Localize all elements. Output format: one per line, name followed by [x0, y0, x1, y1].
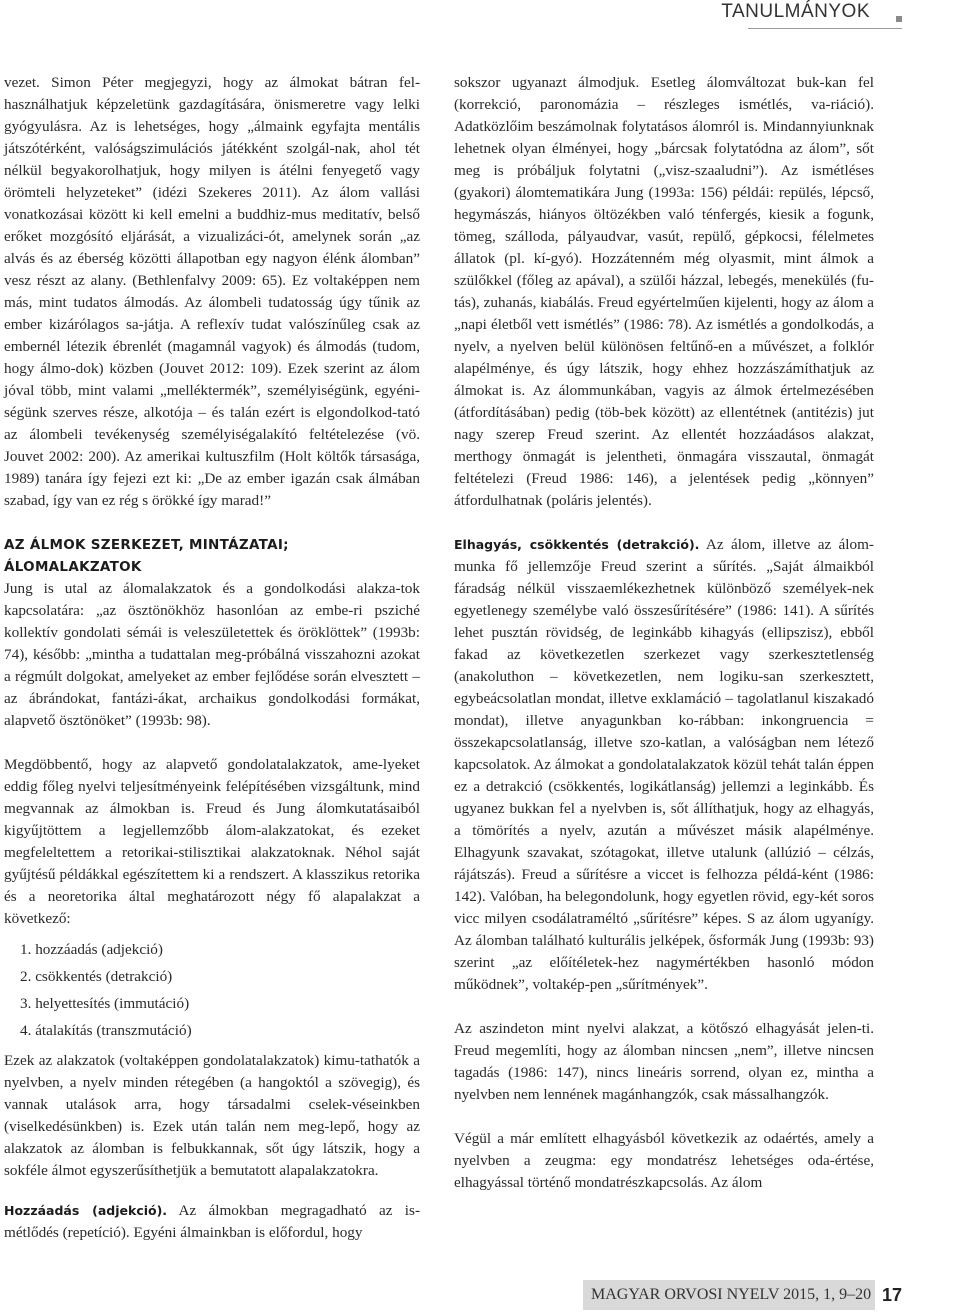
run-in-heading: Elhagyás, csökkentés (detrakció).: [454, 537, 700, 552]
journal-citation: MAGYAR ORVOSI NYELV 2015, 1, 9–20: [583, 1280, 875, 1310]
paragraph-text: Az álom, illetve az álom-munka fő jellemzője Freud szerint a sűrítés. „Saját álmaikból fáradság nélkül visszaemlékezhetnek különböző személyek-nek egyetlenegy személybe való összesűrítésére” (1986: 141). A sűrítés lehet pusztán rövidség, de leginkább kihagyás (ellipszisz), ebből fakad az következetlen szerkezet vagy szerkesztetlenség (anakoluthon – következetlen, nem logiku-san szerkesztett, egybeácsolatlan mondat, illetve exklamáció – tagolatlanul kiszakadó mondat), illetve anyagunkban ko-rábban: inkongruencia = összekapcsolatlanság, illetve szo-katlan, a valóságban nem létező kapcsolatok. Az álmokat a gondolatalakzatok közül tehát talán éppen ez a detrakció (csökkentés, logikátlanság) jellemzi a leginkább. És ugyanez bukkan fel a nyelvben is, sőt állíthatjuk, hogy az elhagyás, a tömörítés a nyelv, azután a művészet másik alapélménye. Elhagyunk szavakat, szótagokat, illetve utalunk (allúzió – célzás, rájátszás). Freud a sűrítésre a viccet is felhozza példá-ként (1986: 142). Valóban, ha belegondolunk, hogy egyetlen rövid, egy-két soros vicc milyen csodálatraméltó „sűrítésre” képes. S az álom ugyanígy. Az álomban található kulturális jelképek, ősformák Jung (1993b: 93) szerint „az előítéletek-hez nagymértékben hasonló módon működnek”, voltakép-pen „sűrítmények”.: [454, 536, 874, 993]
paragraph: [4, 1200, 420, 1244]
page-header: [0, 0, 960, 40]
list-item: 2. csökkentés (detrakció): [20, 968, 173, 985]
right-column: [454, 72, 874, 1194]
list-item: 4. átalakítás (transzmutáció): [20, 1022, 192, 1039]
header-rule: [748, 28, 902, 29]
paragraph: [454, 534, 874, 996]
list-item: 1. hozzáadás (adjekció): [20, 941, 163, 958]
paragraph: Végül a már említett elhagyásból következik az odaértés, amely a nyelvben a zeugma: egy mondatrész lehetséges oda-értése, elhagyással történő mondatrészkapcsolás. Az álom: [454, 1130, 874, 1191]
paragraph: sokszor ugyanazt álmodjuk. Esetleg álomváltozat buk-kan fel (korrekció, paronomázia – részleges ismétlés, va-riáció). Adatközlőim beszámolnak folytatásos álomról is. Mindannyiunknak lehetnek olyan élményei, hogy „bárcsak folytatódna az álom”, sőt meg is próbáljuk folytatni („visz-szaaludni”). Az ismétléses (gyakori) álomtematikára Jung (1993a: 156) példái: repülés, lépcső, hegymászás, hiányos öltözékben való ténfergés, kiesik a fogunk, tömeg, szálloda, pályaudvar, vasút, repülő, gépkocsi, félelmetes állatok (pl. kí-gyó). Hozzátenném még olyasmit, mint álmok a szülőkkel (főleg az apával), a szülői házzal, lebegés, menekülés (fu-tás), zuhanás, kiabálás. Freud egyértelműen kijelenti, hogy az álom a „napi életből vett ismétlés” (1986: 78). Az ismétlés a gondolkodás, a nyelv, a nyelven belül különösen feltűnő-en a művészet, a folklór alapélménye, és úgy látszik, hogy ehhez hozzászámíthatjuk az álmokat is. Az álommunkában, vagyis az álmok értelmezésében (átfordításában) pedig (töb-bek között) az ellentétnek (antitézis) jut nagy szerep Freud szerint. Az ellentét hozzáadásos alakzat, merthogy önmagát is jelentheti, önmagára visszautal, önmagát feltételezi (Freud 1986: 146), a jelentések pedig „könnyen” átfordulhatnak (poláris jelentés).: [454, 74, 874, 509]
left-column: [4, 72, 420, 1244]
paragraph: vezet. Simon Péter megjegyzi, hogy az álmokat bátran fel-használhatjuk képzeletünk gazdagítására, önismeretre vagy lelki gyógyulásra. Az is lehetséges, hogy „álmaink egyfajta mentális játszótérként, valóságszimulációs játékként szolgál-nak, ahol tét nélkül begyakorolhatjuk, hogy milyen is átélni fenyegető vagy örömteli helyzeteket” (idézi Szekeres 2011). Az álom vallási vonatkozásai között ki kell emelni a buddhiz-mus meditatív, belső erőket mozgósító eljárását, a vizualizáci-ót, amelynek során „az alvás és az éberség közötti állapotban egy nagyon élénk álomban” vesz részt az alany. (Bethlenfalvy 2009: 65). Ez voltaképpen nem más, mint tudatos álmodás. Az álombeli tudatosság úgy tűnik az ember kizárólagos sa-játja. A reflexív tudat valószínűleg csak az embernél létezik ébrenlét (magamnál vagyok) és álmodás (tudom, hogy álmo-dok) közben (Jouvet 2012: 109). Ezek szerint az álom jóval több, mint valami „melléktermék”, személyiségünk, egyéni-ségünk szerves része, alkotója – és talán ezért is elgondolkod-tató az álombeli tevékenység személyiségalakító feltételezése (vö. Jouvet 2002: 200). Az amerikai kultuszfilm (Holt költők társasága, 1989) tanára így fejezi ezt ki: „De az ember igazán csak álmában szabad, így van ez rég s örökké így marad!”: [4, 74, 420, 509]
list-item: 3. helyettesítés (immutáció): [20, 995, 190, 1012]
paragraph: Az aszindeton mint nyelvi alakzat, a kötőszó elhagyását jelen-ti. Freud megemlíti, hogy az álomban nincsen „nem”, illetve nincsen tagadás (1986: 147), nincs lineáris sorrend, olyan ez, mintha a nyelvben nem lennének magánhangzók, csak mássalhangzók.: [454, 1020, 874, 1103]
run-in-heading: Hozzáadás (adjekció).: [4, 1203, 168, 1218]
page-footer: [0, 1266, 960, 1316]
paragraph: Ezek az alakzatok (voltaképpen gondolatalakzatok) kimu-tathatók a nyelvben, a nyelv minden rétegében (a hangoktól a szövegig), és vannak utalások arra, hogy társadalmi cselek-véseinkben (viselkedésünkben) is. Ezek után talán nem meg-lepő, hogy az alakzatok az álomban is felbukkannak, sőt úgy látszik, hogy a sokféle álmot egyszerűsíthetjük a bemutatott alapalakzatokra.: [4, 1052, 420, 1179]
paragraph: Jung is utal az álomalakzatok és a gondolkodási alakza-tok kapcsolatára: „az ösztönökhöz hasonlóan az embe-ri psziché kollektív gondolati sémái is veleszületettek és öröklöttek” (1993b: 74), később: „mintha a tudattalan meg-próbálná visszahozni azokat a régmúlt dolgokat, amelyeket az ember fejlődése során elvesztett – az ábrándokat, fantázi-ákat, archaikus gondolkodási formákat, alapvető ösztönöket” (1993b: 98).: [4, 580, 420, 729]
page-number: 17: [881, 1285, 903, 1305]
paragraph-text: Az álmokban megragadható az is-métlődés (repetíció). Egyéni álmainkban is előfordul, hogy: [4, 1202, 420, 1241]
section-tag: TANULMÁNYOK: [721, 1, 870, 22]
paragraph: Megdöbbentő, hogy az alapvető gondolatalakzatok, ame-lyeket eddig főleg nyelvi teljesítményeink felépítésében vizsgáltunk, mind megvannak az álmokban is. Freud és Jung álomkutatásaiból kigyűjtöttem a legjellemzőbb álom-alakzatokat, és ezeket megfeleltettem a retorikai-stilisztikai alakzatoknak. Néhol saját gyűjtésű példákkal egészítettem ki a rendszert. A klasszikus retorika és a neoretorika által meghatározott négy fő alapalakzat a következő:: [4, 756, 420, 927]
header-square-icon: [896, 16, 902, 22]
figure-type-list: [4, 936, 420, 1044]
section-title: AZ ÁLMOK SZERKEZET, MINTÁZATAI; ÁLOMALAKZATOK: [4, 537, 289, 575]
